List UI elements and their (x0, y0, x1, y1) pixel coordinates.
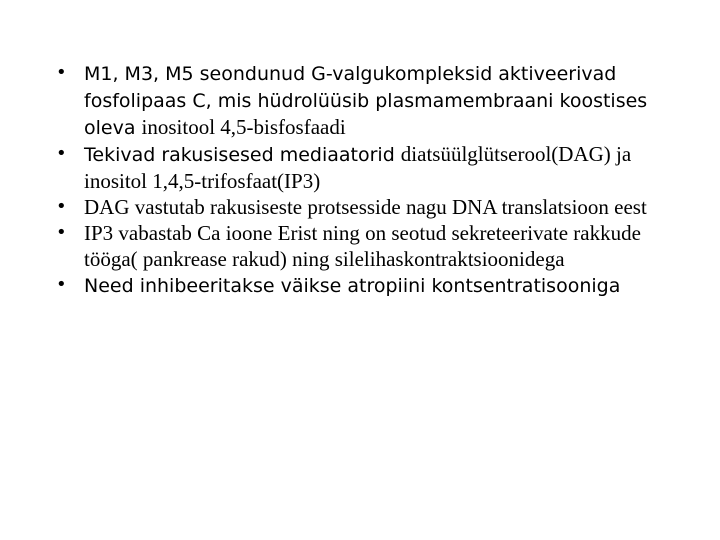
bullet-icon: • (56, 196, 67, 217)
bullet-2-text-a: Tekivad rakusisesed mediaatorid (84, 144, 401, 166)
bullet-item-1 (56, 60, 656, 141)
bullet-list (56, 60, 656, 299)
bullet-icon: • (56, 222, 67, 243)
bullet-icon: • (56, 274, 67, 295)
bullet-5-text: Need inhibeeritakse väikse atropiini kontsentratisooniga (84, 275, 621, 297)
bullet-item-2 (56, 141, 656, 194)
bullet-1-text-a: M1, M3, M5 seondunud G-valgukompleksid aktiveerivad fosfolipaas C, mis hüdrolüüsib plasmamembraani koostises oleva (84, 63, 648, 139)
bullet-item-5 (56, 272, 656, 299)
bullet-2-text-b: diatsüülglütserool(DAG) ja inositol 1,4,5-trifosfaat(IP3) (84, 142, 632, 193)
bullet-icon: • (56, 143, 67, 164)
bullet-icon: • (56, 62, 67, 83)
bullet-item-4 (56, 220, 656, 272)
bullet-3-text: DAG vastutab rakusiseste protsesside nagu DNA translatsioon eest (84, 195, 647, 219)
bullet-4-text: IP3 vabastab Ca ioone Erist ning on seotud sekreteerivate rakkude tööga( pankrease rakud) ning silelihaskontraktsioonidega (84, 221, 641, 271)
bullet-item-3 (56, 194, 656, 220)
bullet-1-text-b: inositool 4,5-bisfosfaadi (141, 115, 346, 139)
